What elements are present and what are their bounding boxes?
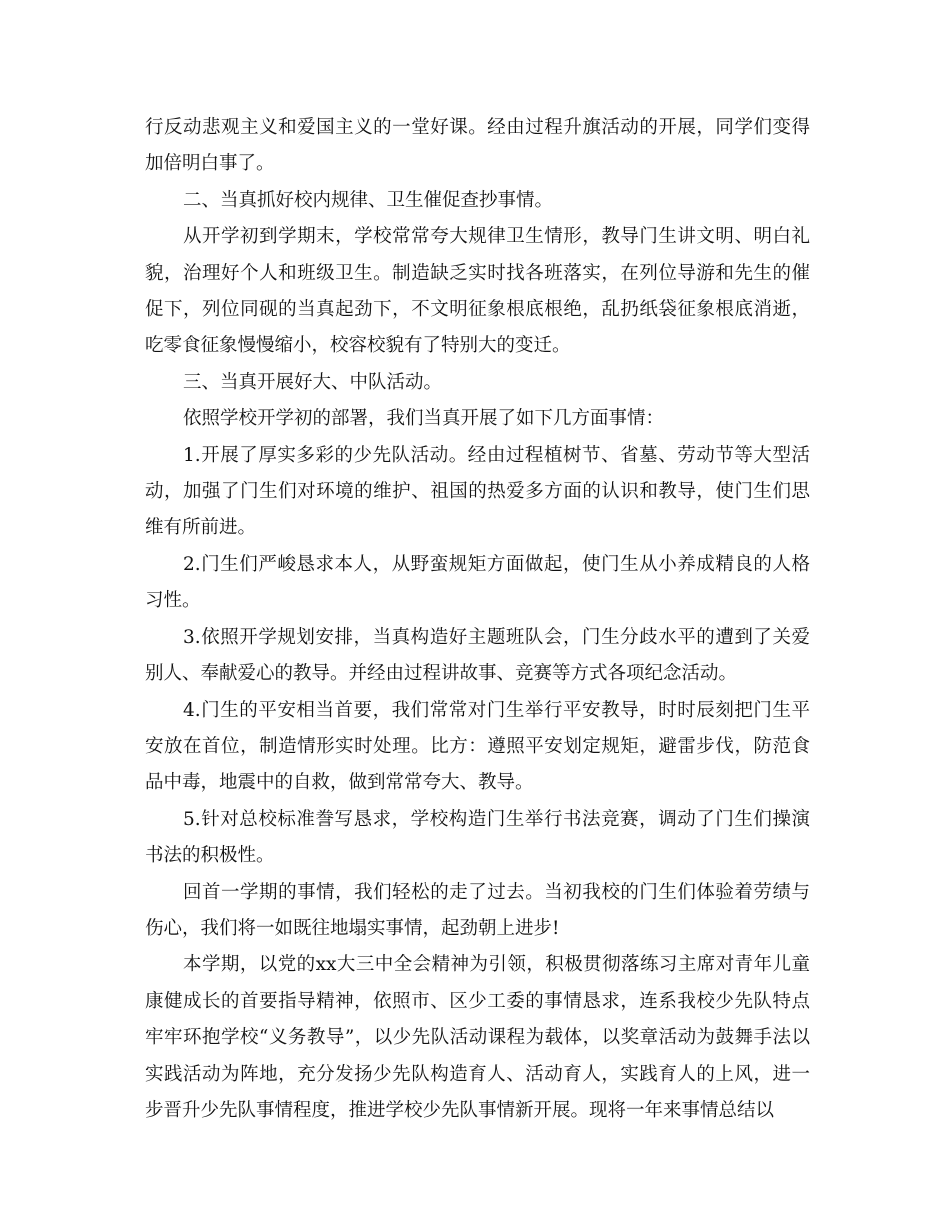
document-body	[145, 110, 810, 1129]
paragraph-intro-activities: 依照学校开学初的部署，我们当真开展了如下几方面事情：	[183, 408, 665, 430]
list-item-4: 4.门生的平安相当首要，我们常常对门生举行平安教导，时时辰刻把门生平安放在首位，制造情形实时处理。比方：遵照平安划定规矩，避雷步伐，防范食品中毒，地震中的自救，做到常常夸大、教导。	[145, 699, 810, 794]
list-item-2: 2.门生们严峻恳求本人，从野蛮规矩方面做起，使门生从小养成精良的人格习性。	[145, 553, 810, 612]
paragraph-discipline: 从开学初到学期末，学校常常夸大规律卫生情形，教导门生讲文明、明白礼貌，治理好个人和班级卫生。制造缺乏实时找各班落实，在列位导游和先生的催促下，列位同砚的当真起劲下，不文明征象根底根绝，乱扔纸袋征象根底消逝，吃零食征象慢慢缩小，校容校貌有了特别大的变迁。	[145, 226, 810, 357]
paragraph-1: 行反动悲观主义和爱国主义的一堂好课。经由过程升旗活动的开展，同学们变得加倍明白事了。	[145, 117, 810, 175]
paragraph-review: 回首一学期的事情，我们轻松的走了过去。当初我校的门生们体验着劳绩与伤心，我们将一如既往地塌实事情，起劲朝上进步!	[145, 881, 810, 939]
heading-section-3: 三、当真开展好大、中队活动。	[183, 371, 443, 393]
list-item-3: 3.依照开学规划安排，当真构造好主题班队会，门生分歧水平的遭到了关爱别人、奉献爱心的教导。并经由过程讲故事、竞赛等方式各项纪念活动。	[145, 626, 810, 685]
paragraph-semester-summary: 本学期，以党的xx大三中全会精神为引领，积极贯彻落练习主席对青年儿童康健成长的首要指导精神，依照市、区少工委的事情恳求，连系我校少先队特点牢牢环抱学校“义务教导”，以少先队活动课程为载体，以奖章活动为鼓舞手法以实践活动为阵地，充分发扬少先队构造育人、活动育人，实践育人的上风，进一步晋升少先队事情程度，推进学校少先队事情新开展。现将一年来事情总结以	[145, 954, 810, 1121]
heading-section-2: 二、当真抓好校内规律、卫生催促查抄事情。	[183, 189, 554, 211]
list-item-1: 1.开展了厚实多彩的少先队活动。经由过程植树节、省墓、劳动节等大型活动，加强了门生们对环境的维护、祖国的热爱多方面的认识和教导，使门生们思维有所前进。	[145, 444, 810, 539]
list-item-5: 5.针对总校标准誊写恳求，学校构造门生举行书法竞赛，调动了门生们操演书法的积极性。	[145, 808, 810, 867]
